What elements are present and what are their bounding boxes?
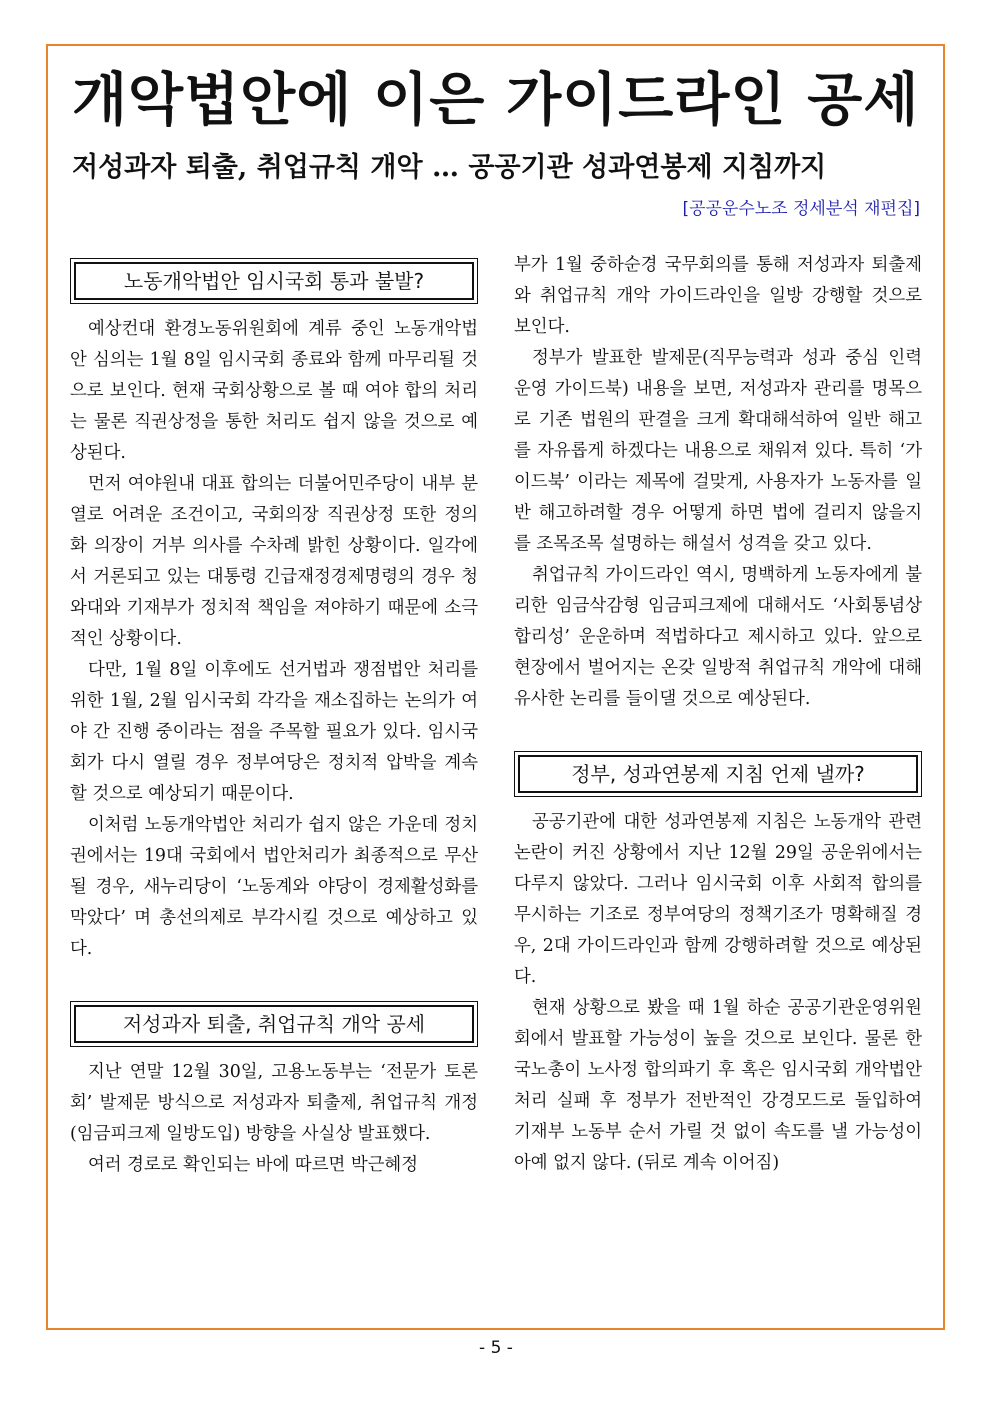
paragraph-continued: 부가 1월 중하순경 국무회의를 통해 저성과자 퇴출제와 취업규칙 개악 가이드라인을 일방 강행할 것으로 보인다. xyxy=(514,255,922,337)
section-heading-box xyxy=(70,258,478,304)
section-heading: 저성과자 퇴출, 취업규칙 개악 공세 xyxy=(74,1005,474,1043)
section-heading: 노동개악법안 임시국회 통과 불발? xyxy=(74,262,474,300)
paragraph: 정부가 발표한 발제문(직무능력과 성과 중심 인력 운영 가이드북) 내용을 보면, 저성과자 관리를 명목으로 기존 법원의 판결을 크게 확대해석하여 일반 해고를 자유롭게 하겠다는 내용으로 채워져 있다. 특히 ‘가이드북’ 이라는 제목에 걸맞게, 사용자가 노동자를 일반 해고하려할 경우 어떻게 하면 법에 걸리지 않을지를 조목조목 설명하는 해설서 성격을 갖고 있다. xyxy=(514,348,922,554)
page-number: - 5 - xyxy=(479,1338,513,1358)
article-subtitle: 저성과자 퇴출, 취업규칙 개악 … 공공기관 성과연봉제 지침까지 xyxy=(72,152,827,183)
section-heading-box xyxy=(514,751,922,797)
section-heading: 정부, 성과연봉제 지침 언제 낼까? xyxy=(518,755,918,793)
right-column xyxy=(514,250,922,1179)
paragraph: 취업규칙 가이드라인 역시, 명백하게 노동자에게 불리한 임금삭감형 임금피크제에 대해서도 ‘사회통념상 합리성’ 운운하며 적법하다고 제시하고 있다. 앞으로 현장에서 벌어지는 온갖 일방적 취업규칙 개악에 대해 유사한 논리를 들이댈 것으로 예상된다. xyxy=(514,565,922,709)
paragraph: 다만, 1월 8일 이후에도 선거법과 쟁점법안 처리를 위한 1월, 2월 임시국회 각각을 재소집하는 논의가 여야 간 진행 중이라는 점을 주목할 필요가 있다. 임시국회가 다시 열릴 경우 정부여당은 정치적 압박을 계속할 것으로 예상되기 때문이다. xyxy=(70,660,478,804)
paragraph: 여러 경로로 확인되는 바에 따르면 박근혜정 xyxy=(88,1155,419,1175)
paragraph: 공공기관에 대한 성과연봉제 지침은 노동개악 관련 논란이 커진 상황에서 지난 12월 29일 공운위에서는 다루지 않았다. 그러나 임시국회 이후 사회적 합의를 무시하는 기조로 정부여당의 정책기조가 명확해질 경우, 2대 가이드라인과 함께 강행하려할 것으로 예상된다. xyxy=(514,812,922,987)
paragraph: 현재 상황으로 봤을 때 1월 하순 공공기관운영위원회에서 발표할 가능성이 높을 것으로 보인다. 물론 한국노총이 노사정 합의파기 후 혹은 임시국회 개악법안 처리 실패 후 정부가 전반적인 강경모드로 돌입하여 기재부 노동부 순서 가릴 것 없이 속도를 낼 가능성이 아예 없지 않다. (뒤로 계속 이어짐) xyxy=(514,998,922,1173)
paragraph: 이처럼 노동개악법안 처리가 쉽지 않은 가운데 정치권에서는 19대 국회에서 법안처리가 최종적으로 무산될 경우, 새누리당이 ‘노동계와 야당이 경제활성화를 막았다’ 며 총선의제로 부각시킬 것으로 예상하고 있다. xyxy=(70,815,478,959)
article-title: 개악법안에 이은 가이드라인 공세 xyxy=(72,67,920,133)
paragraph: 예상컨대 환경노동위원회에 계류 중인 노동개악법안 심의는 1월 8일 임시국회 종료와 함께 마무리될 것으로 보인다. 현재 국회상황으로 볼 때 여야 합의 처리는 물론 직권상정을 통한 처리도 쉽지 않을 것으로 예상된다. xyxy=(70,319,478,463)
left-column xyxy=(70,250,478,1181)
section-heading-box xyxy=(70,1001,478,1047)
paragraph: 지난 연말 12월 30일, 고용노동부는 ‘전문가 토론회’ 발제문 방식으로 저성과자 퇴출제, 취업규칙 개정(임금피크제 일방도입) 방향을 사실상 발표했다. xyxy=(70,1062,478,1144)
source-credit: [공공운수노조 정세분석 재편집] xyxy=(682,199,920,219)
paragraph: 먼저 여야원내 대표 합의는 더불어민주당이 내부 분열로 어려운 조건이고, 국회의장 직권상정 또한 정의화 의장이 거부 의사를 수차례 밝힌 상황이다. 일각에서 거론되고 있는 대통령 긴급재정경제명령의 경우 청와대와 기재부가 정치적 책임을 져야하기 때문에 소극적인 상황이다. xyxy=(70,474,478,649)
